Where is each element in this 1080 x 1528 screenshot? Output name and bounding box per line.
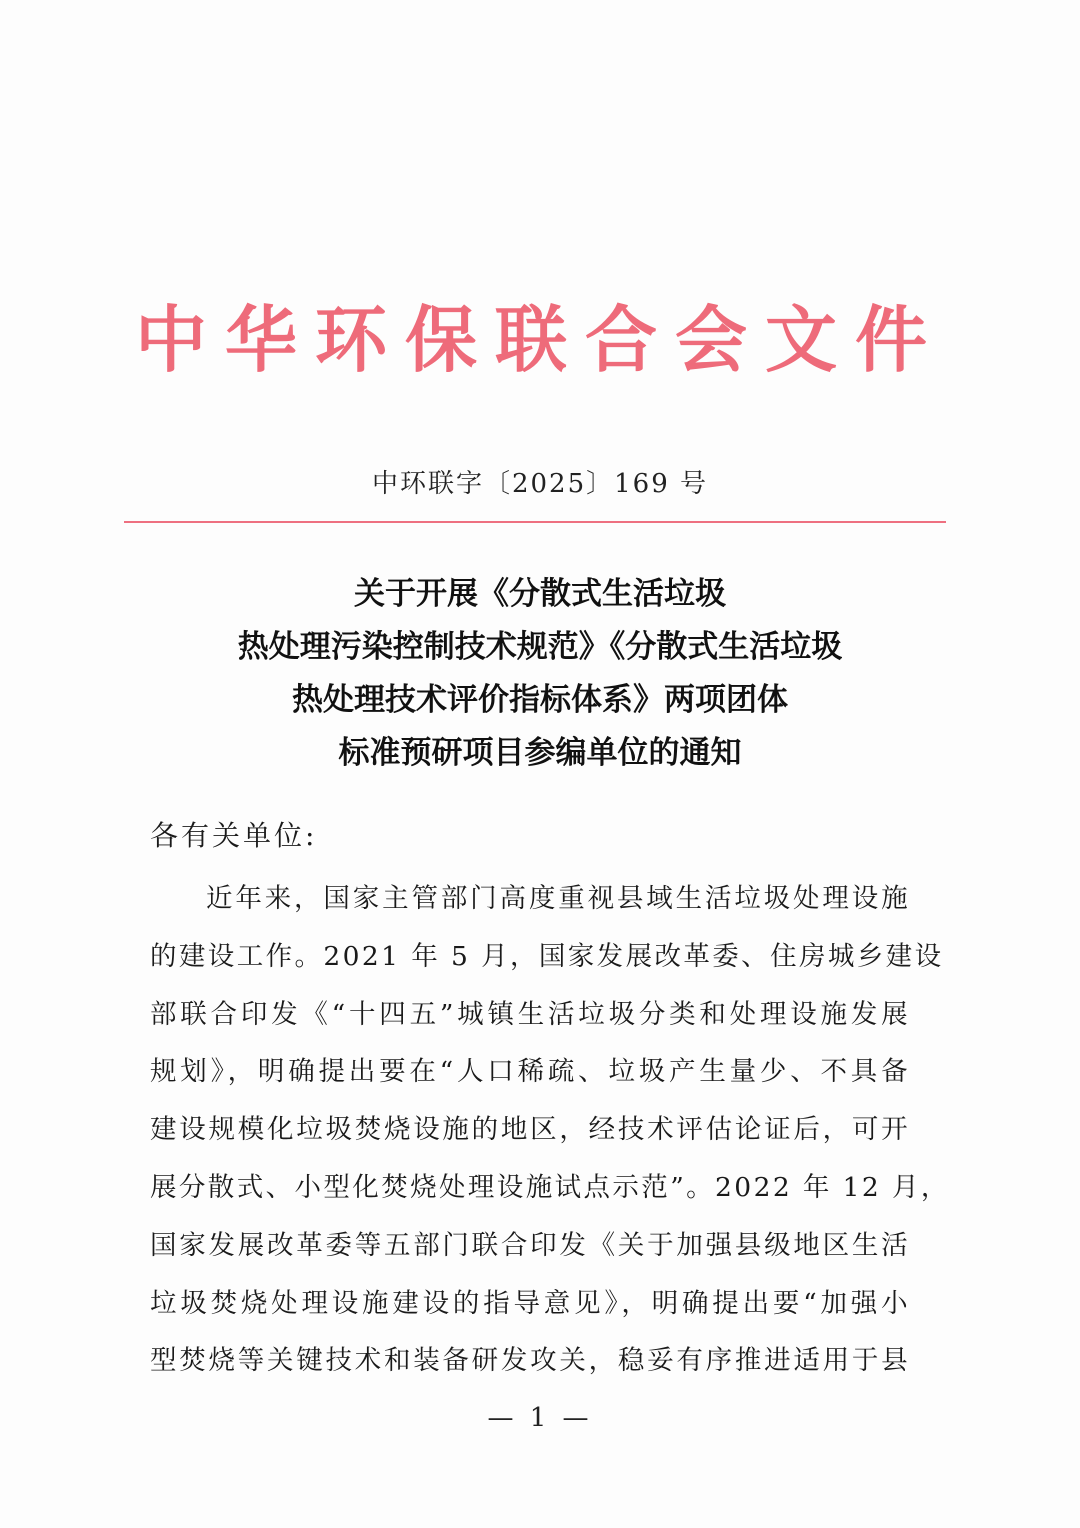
- issuer-header-title: 中华环保联合会文件: [134, 298, 945, 382]
- notice-title-line: 热处理技术评价指标体系》两项团体: [292, 682, 788, 718]
- body-line: 近年来，国家主管部门高度重视县域生活垃圾处理设施: [206, 883, 910, 914]
- notice-title-line: 关于开展《分散式生活垃圾: [354, 576, 726, 612]
- notice-title-line: 热处理污染控制技术规范》《分散式生活垃圾: [237, 629, 843, 665]
- body-line: 展分散式、小型化焚烧处理设施试点示范”。2022 年 12 月，: [150, 1171, 950, 1203]
- body-line: 型焚烧等关键技术和装备研发攻关，稳妥有序推进适用于县: [150, 1345, 910, 1377]
- salutation: 各有关单位:: [150, 819, 318, 852]
- body-line: 部联合印发《“十四五”城镇生活垃圾分类和处理设施发展: [150, 998, 910, 1030]
- body-line: 国家发展改革委等五部门联合印发《关于加强县级地区生活: [150, 1229, 910, 1261]
- page-number: — 1 —: [487, 1403, 593, 1433]
- body-paragraph: [150, 870, 950, 1390]
- body-line: 建设规模化垃圾焚烧设施的地区，经技术评估论证后，可开: [150, 1114, 910, 1146]
- notice-title: [140, 568, 940, 780]
- body-line: 垃圾焚烧处理设施建设的指导意见》，明确提出要“加强小: [150, 1287, 910, 1319]
- red-divider-line: [124, 521, 946, 523]
- body-line: 规划》，明确提出要在“人口稀疏、垃圾产生量少、不具备: [150, 1056, 910, 1088]
- body-line: 的建设工作。2021 年 5 月，国家发展改革委、住房城乡建设: [150, 940, 944, 972]
- document-number: 中环联字〔2025〕169 号: [371, 469, 709, 499]
- notice-title-line: 标准预研项目参编单位的通知: [338, 735, 742, 771]
